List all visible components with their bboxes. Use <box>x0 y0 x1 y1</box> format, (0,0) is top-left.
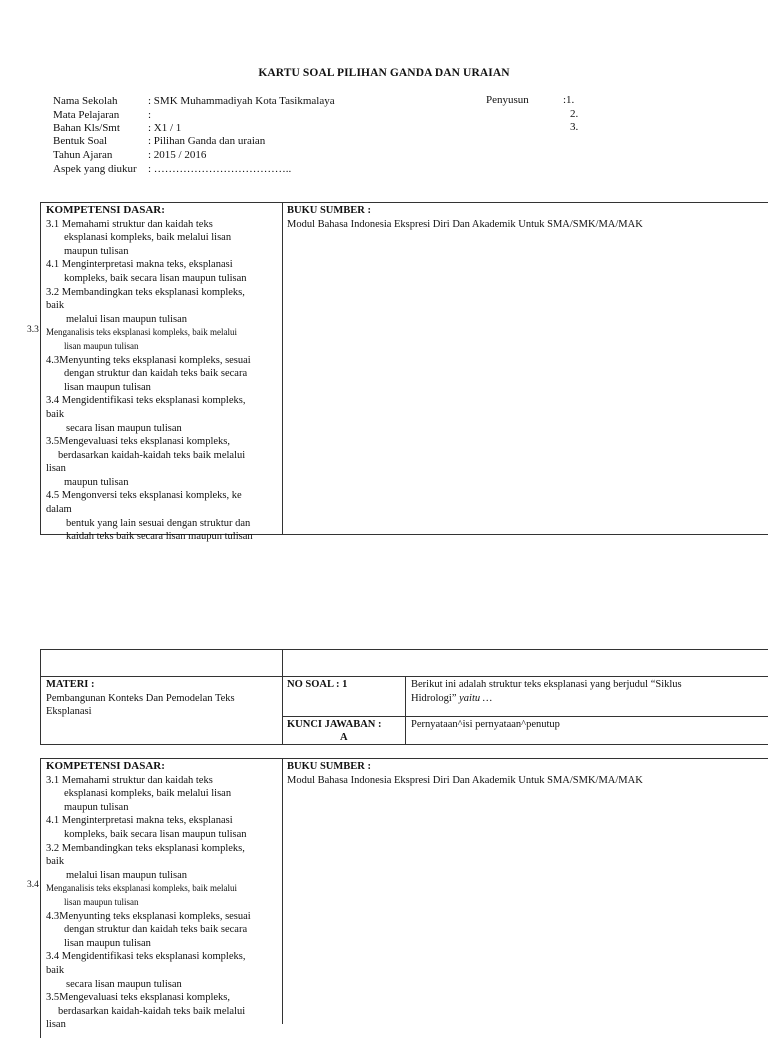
kd-line: kompleks, baik secara lisan maupun tulisan <box>64 828 247 840</box>
kd-line: 4.5 Mengonversi teks eksplanasi kompleks, ke <box>46 490 242 502</box>
materi-heading: MATERI : <box>46 679 95 690</box>
kd-side-number: 3.4 <box>27 880 39 890</box>
info-label: Tahun Ajaran <box>53 149 113 161</box>
kd-line: 3.1 Memahami struktur dan kaidah teks <box>46 218 213 230</box>
kd-line: maupun tulisan <box>64 801 129 813</box>
info-value: : SMK Muhammadiyah Kota Tasikmalaya <box>148 95 335 107</box>
kd-line: secara lisan maupun tulisan <box>66 422 182 434</box>
table-divider <box>405 676 406 745</box>
materi-text: Pembangunan Konteks Dan Pemodelan Teks <box>46 692 235 704</box>
kunci-value: A <box>340 732 348 743</box>
kd-line: kompleks, baik secara lisan maupun tulisan <box>64 272 247 284</box>
kd-line: eksplanasi kompleks, baik melalui lisan <box>64 788 232 800</box>
kd-line: secara lisan maupun tulisan <box>66 978 182 990</box>
kd-heading: KOMPETENSI DASAR: <box>46 760 165 772</box>
bs-text: Modul Bahasa Indonesia Ekspresi Diri Dan Akademik Untuk SMA/SMK/MA/MAK <box>287 774 643 786</box>
soal-text <box>411 678 761 705</box>
penyusun-item: :1. <box>563 94 575 106</box>
kd-line: Menganalisis teks eksplanasi kompleks, baik melalui <box>46 883 237 894</box>
kd-line: dengan struktur dan kaidah teks baik secara <box>64 924 248 936</box>
kd-line: dengan struktur dan kaidah teks baik secara <box>64 368 248 380</box>
info-value: : 2015 / 2016 <box>148 149 207 161</box>
materi-cell <box>46 678 282 719</box>
kd-line: kaidah teks baik secara lisan maupun tulisan <box>66 531 253 543</box>
kd-side-number: 3.3 <box>27 325 39 335</box>
kd-line: 3.2 Membandingkan teks eksplanasi kompleks, <box>46 286 245 298</box>
kd-line: 3.2 Membandingkan teks eksplanasi kompleks, <box>46 842 245 854</box>
kd-line: lisan maupun tulisan <box>64 896 139 907</box>
info-value: : Pilihan Ganda dan uraian <box>148 135 266 147</box>
materi-text: Eksplanasi <box>46 706 92 717</box>
kd-line: 4.3Menyunting teks eksplanasi kompleks, sesuai <box>46 910 251 922</box>
kd-line: maupun tulisan <box>64 476 129 488</box>
kd-line: lisan maupun tulisan <box>64 381 151 393</box>
info-label: Mata Pelajaran <box>53 109 120 121</box>
kd-line: 3.5Mengevaluasi teks eksplanasi kompleks, <box>46 992 231 1004</box>
kd-line: Menganalisis teks eksplanasi kompleks, baik melalui <box>46 327 237 338</box>
kd-line: 3.5Mengevaluasi teks eksplanasi kompleks, <box>46 436 231 448</box>
kd-line: bentuk yang lain sesuai dengan struktur dan <box>66 517 251 529</box>
kd-line: 4.1 Menginterpretasi makna teks, eksplanasi <box>46 259 233 271</box>
kd-line: eksplanasi kompleks, baik melalui lisan <box>64 232 232 244</box>
page-title: KARTU SOAL PILIHAN GANDA DAN URAIAN <box>258 67 510 79</box>
penyusun-label: Penyusun <box>486 94 529 106</box>
no-soal: NO SOAL : 1 <box>287 679 348 690</box>
kd-line: lisan maupun tulisan <box>64 340 139 351</box>
kd-line: lisan maupun tulisan <box>64 937 151 949</box>
kd-line: 4.1 Menginterpretasi makna teks, eksplanasi <box>46 815 233 827</box>
table-divider <box>282 758 283 1024</box>
info-label: Nama Sekolah <box>53 95 118 107</box>
kd-line: berdasarkan kaidah-kaidah teks baik melalui <box>58 449 246 461</box>
kd-line: baik <box>46 856 65 868</box>
kd-line: maupun tulisan <box>64 245 129 257</box>
info-value: : <box>148 109 152 121</box>
kd-line: berdasarkan kaidah-kaidah teks baik melalui <box>58 1005 246 1017</box>
kd-section-1 <box>46 204 282 544</box>
kd-line: 3.4 Mengidentifikasi teks eksplanasi kompleks, <box>46 951 246 963</box>
kd-line: baik <box>46 964 65 976</box>
soal-line-italic: yaitu … <box>456 692 493 704</box>
kd-line: 4.3Menyunting teks eksplanasi kompleks, sesuai <box>46 354 251 366</box>
kd-line: lisan <box>46 1019 66 1031</box>
info-label: Aspek yang diukur <box>53 163 137 175</box>
bs-heading: BUKU SUMBER : <box>287 205 372 216</box>
kd-line: dalam <box>46 504 72 516</box>
table-divider <box>282 716 768 717</box>
kd-line: melalui lisan maupun tulisan <box>66 869 188 881</box>
bs-text: Modul Bahasa Indonesia Ekspresi Diri Dan Akademik Untuk SMA/SMK/MA/MAK <box>287 218 643 230</box>
soal-line-text: Hidrologi” <box>411 692 457 704</box>
bs-heading: BUKU SUMBER : <box>287 761 372 772</box>
soal-line <box>411 692 761 706</box>
table-divider <box>40 676 768 677</box>
kunci-text: Pernyataan^isi pernyataan^penutup <box>411 719 560 730</box>
info-label: Bentuk Soal <box>53 135 108 147</box>
kd-line: 3.1 Memahami struktur dan kaidah teks <box>46 774 213 786</box>
kd-heading: KOMPETENSI DASAR: <box>46 204 165 216</box>
info-value: : ……………………………….. <box>148 163 292 175</box>
kd-line: 3.4 Mengidentifikasi teks eksplanasi kompleks, <box>46 395 246 407</box>
kunci-label: KUNCI JAWABAN : <box>287 719 382 730</box>
penyusun-item: 3. <box>570 121 579 133</box>
info-label: Bahan Kls/Smt <box>53 122 120 134</box>
table-divider <box>282 649 283 745</box>
penyusun-item: 2. <box>570 108 579 120</box>
buku-sumber-2 <box>287 760 757 787</box>
kd-line: melalui lisan maupun tulisan <box>66 313 188 325</box>
soal-line: Berikut ini adalah struktur teks eksplanasi yang berjudul “Siklus <box>411 679 682 690</box>
kd-line: baik <box>46 408 65 420</box>
kd-line: lisan <box>46 463 66 475</box>
kd-line: baik <box>46 300 65 312</box>
kd-section-2 <box>46 760 282 1032</box>
buku-sumber-1 <box>287 204 757 231</box>
table-divider <box>282 202 283 535</box>
info-value: : X1 / 1 <box>148 122 182 134</box>
